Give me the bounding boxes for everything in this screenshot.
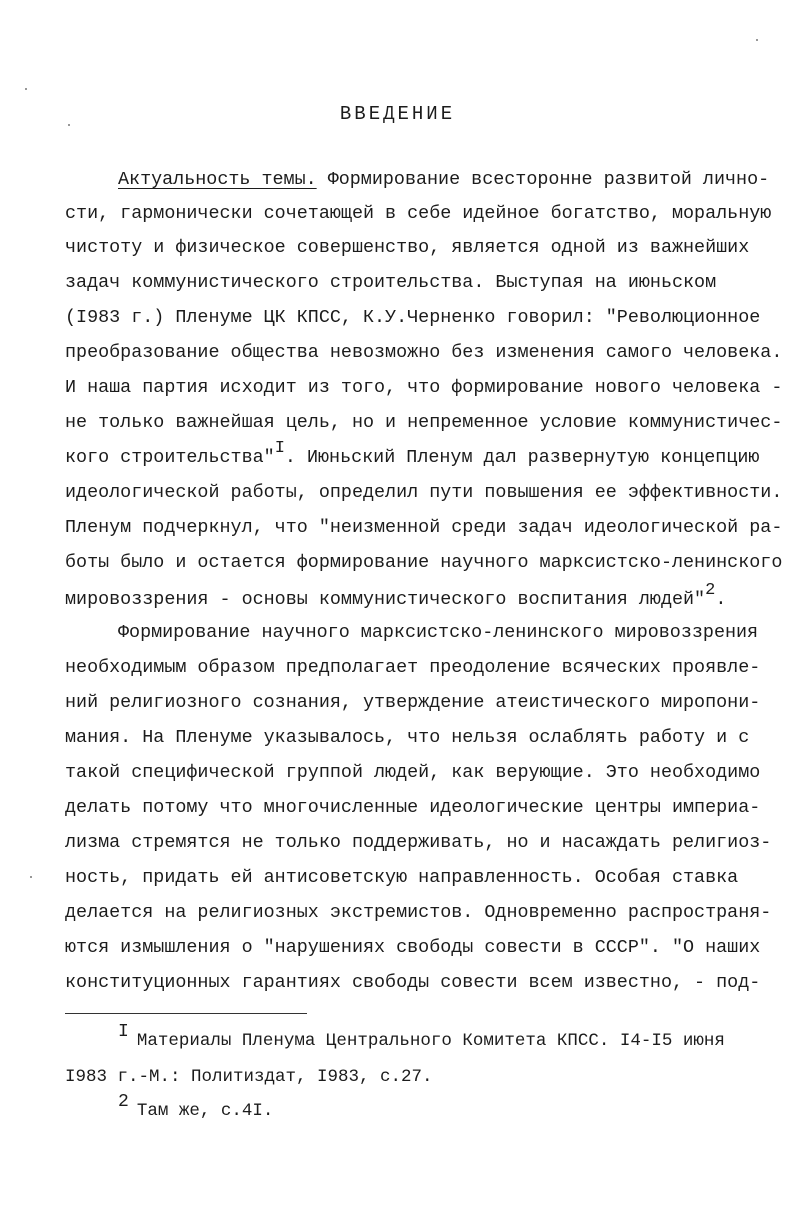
text-line bbox=[65, 583, 755, 617]
text-line: задач коммунистического строительства. Выступая на июньском bbox=[65, 272, 717, 293]
footnote-text: Там же, с.4I. bbox=[136, 1101, 274, 1121]
text-line bbox=[118, 163, 770, 197]
footnote-mark: I bbox=[118, 1022, 129, 1042]
text-line: идеологической работы, определил пути повышения ее эффективности. bbox=[65, 482, 783, 503]
text-span: Формирование всесторонне развитой лично- bbox=[316, 169, 770, 190]
footnote-separator bbox=[65, 1013, 307, 1014]
text-line: чистоту и физическое совершенство, является одной из важнейших bbox=[65, 237, 750, 258]
section-lead: Актуальность темы. bbox=[118, 169, 317, 190]
footnote-2 bbox=[118, 1092, 274, 1126]
text-line: такой специфической группой людей, как верующие. Это необходимо bbox=[65, 762, 761, 783]
text-line: (I983 г.) Пленуме ЦК КПСС, К.У.Черненко говорил: "Революционное bbox=[65, 307, 761, 328]
text-line: лизма стремятся не только поддерживать, но и насаждать религиоз- bbox=[65, 832, 772, 853]
text-span: мировоззрения - основы коммунистического воспитания людей" bbox=[65, 589, 706, 610]
text-line: боты было и остается формирование научного марксистско-ленинского bbox=[65, 552, 783, 573]
scan-speck bbox=[25, 88, 27, 90]
text-span: . bbox=[715, 589, 727, 610]
text-line: преобразование общества невозможно без изменения самого человека. bbox=[65, 342, 783, 363]
text-line: ность, придать ей антисоветскую направленность. Особая ставка bbox=[65, 867, 739, 888]
text-line: ний религиозного сознания, утверждение атеистического миропони- bbox=[65, 692, 761, 713]
text-line: конституционных гарантиях свободы совести всем известно, - под- bbox=[65, 972, 761, 993]
text-line: не только важнейшая цель, но и непременное условие коммунистичес- bbox=[65, 412, 783, 433]
text-line: мания. На Пленуме указывалось, что нельзя ослаблять работу и с bbox=[65, 727, 750, 748]
text-line: делать потому что многочисленные идеологические центры империа- bbox=[65, 797, 761, 818]
footnote-ref-1: I bbox=[274, 439, 285, 458]
text-span: . Июньский Пленум дал развернутую концепцию bbox=[284, 447, 760, 468]
scan-speck bbox=[30, 876, 32, 878]
footnote-1 bbox=[118, 1022, 725, 1056]
scan-speck bbox=[756, 39, 758, 41]
footnote-mark: 2 bbox=[118, 1092, 129, 1112]
footnote-text: Материалы Пленума Центрального Комитета КПСС. I4-I5 июня bbox=[136, 1031, 725, 1051]
text-line: делается на религиозных экстремистов. Одновременно распространя- bbox=[65, 902, 772, 923]
text-line: необходимым образом предполагает преодоление всяческих проявле- bbox=[65, 657, 761, 678]
footnote-1-continuation: I983 г.-М.: Политиздат, I983, с.27. bbox=[65, 1067, 433, 1087]
page-heading: ВВЕДЕНИЕ bbox=[339, 103, 456, 125]
footnote-ref-2: 2 bbox=[705, 581, 716, 600]
text-line: Пленум подчеркнул, что "неизменной среди задач идеологической ра- bbox=[65, 517, 783, 538]
text-line: И наша партия исходит из того, что формирование нового человека - bbox=[65, 377, 783, 398]
text-line: Формирование научного марксистско-ленинского мировоззрения bbox=[118, 622, 759, 643]
text-line bbox=[65, 439, 760, 475]
text-line: сти, гармонически сочетающей в себе идейное богатство, моральную bbox=[65, 203, 772, 224]
text-line: ются измышления о "нарушениях свободы совести в СССР". "О наших bbox=[65, 937, 761, 958]
text-span: кого строительства" bbox=[65, 447, 275, 468]
